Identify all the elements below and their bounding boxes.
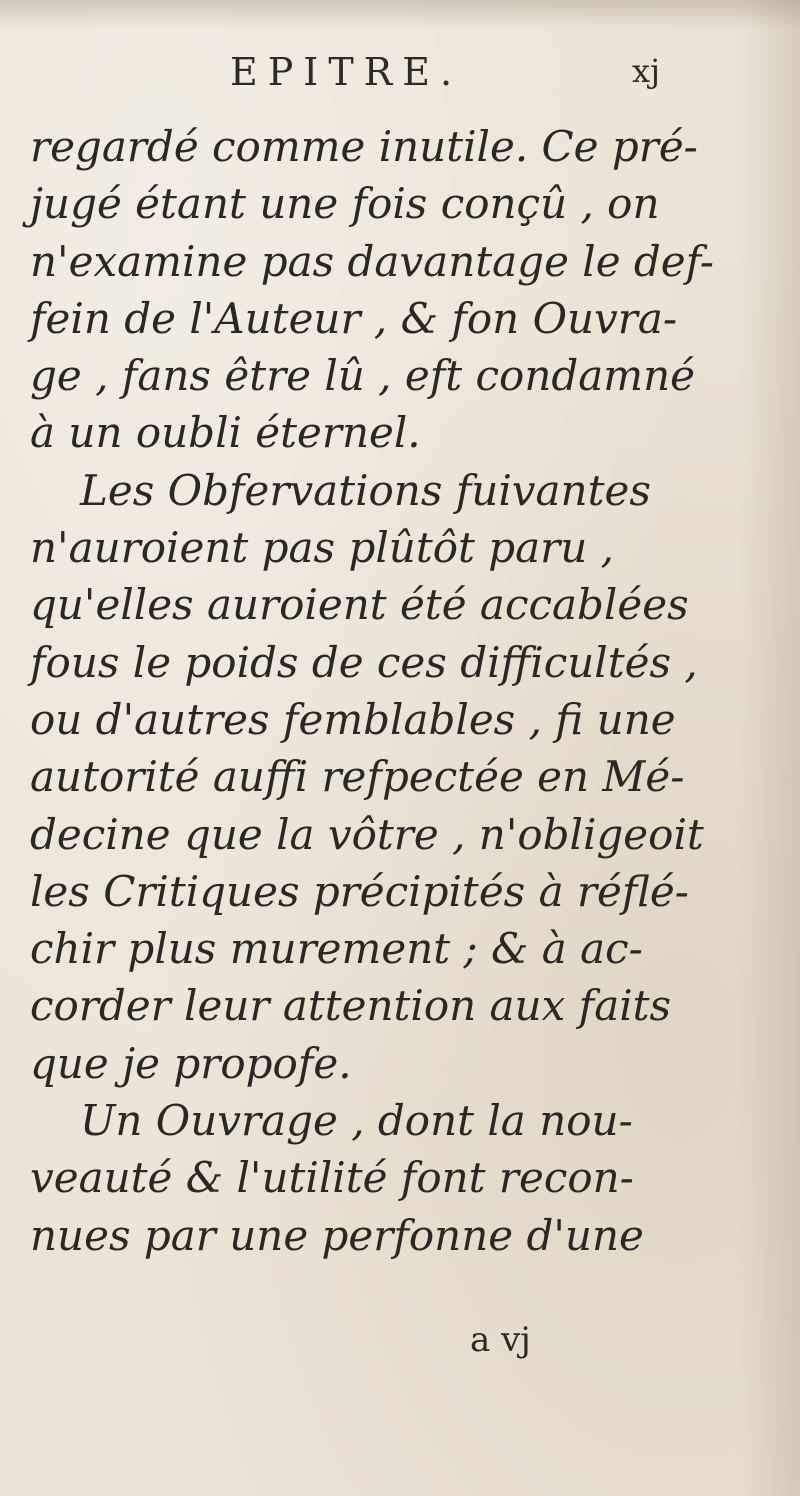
text-line: decine que la vôtre , n'obligeoit (30, 809, 704, 859)
text-line: autorité auffi refpectée en Mé- (30, 752, 685, 802)
text-line: nues par une perfonne d'une (30, 1210, 644, 1260)
page-top-shadow (0, 0, 800, 30)
text-line: chir plus murement ; & à ac- (30, 924, 643, 974)
text-line: les Critiques précipités à réflé- (30, 866, 689, 916)
text-line: fein de l'Auteur , & fon Ouvra- (30, 293, 678, 343)
text-line: ge , fans être lû , eft condamné (30, 351, 696, 401)
text-line: jugé étant une fois conçû , on (30, 179, 660, 229)
paragraph-start-line: Un Ouvrage , dont la nou- (80, 1096, 633, 1146)
text-line: veauté & l'utilité font recon- (30, 1153, 634, 1203)
text-line: corder leur attention aux faits (30, 981, 672, 1031)
running-header (230, 50, 660, 100)
text-line: regardé comme inutile. Ce pré- (30, 122, 698, 171)
text-line: n'auroient pas plûtôt paru , (30, 523, 614, 573)
page-folio: xj (632, 52, 660, 90)
text-line: n'examine pas davantage le def- (30, 236, 714, 286)
text-line: ou d'autres femblables , fi une (30, 694, 676, 744)
running-title: EPITRE. (230, 50, 463, 94)
text-line: fous le poids de ces difficultés , (30, 637, 698, 687)
text-line: que je propofe. (30, 1038, 352, 1088)
signature-mark: a vj (470, 1320, 531, 1360)
text-line: qu'elles auroient été accablées (30, 580, 689, 630)
body-text (30, 118, 790, 1264)
text-line: à un oubli éternel. (30, 408, 421, 458)
paragraph-start-line: Les Obfervations fuivantes (80, 465, 651, 515)
